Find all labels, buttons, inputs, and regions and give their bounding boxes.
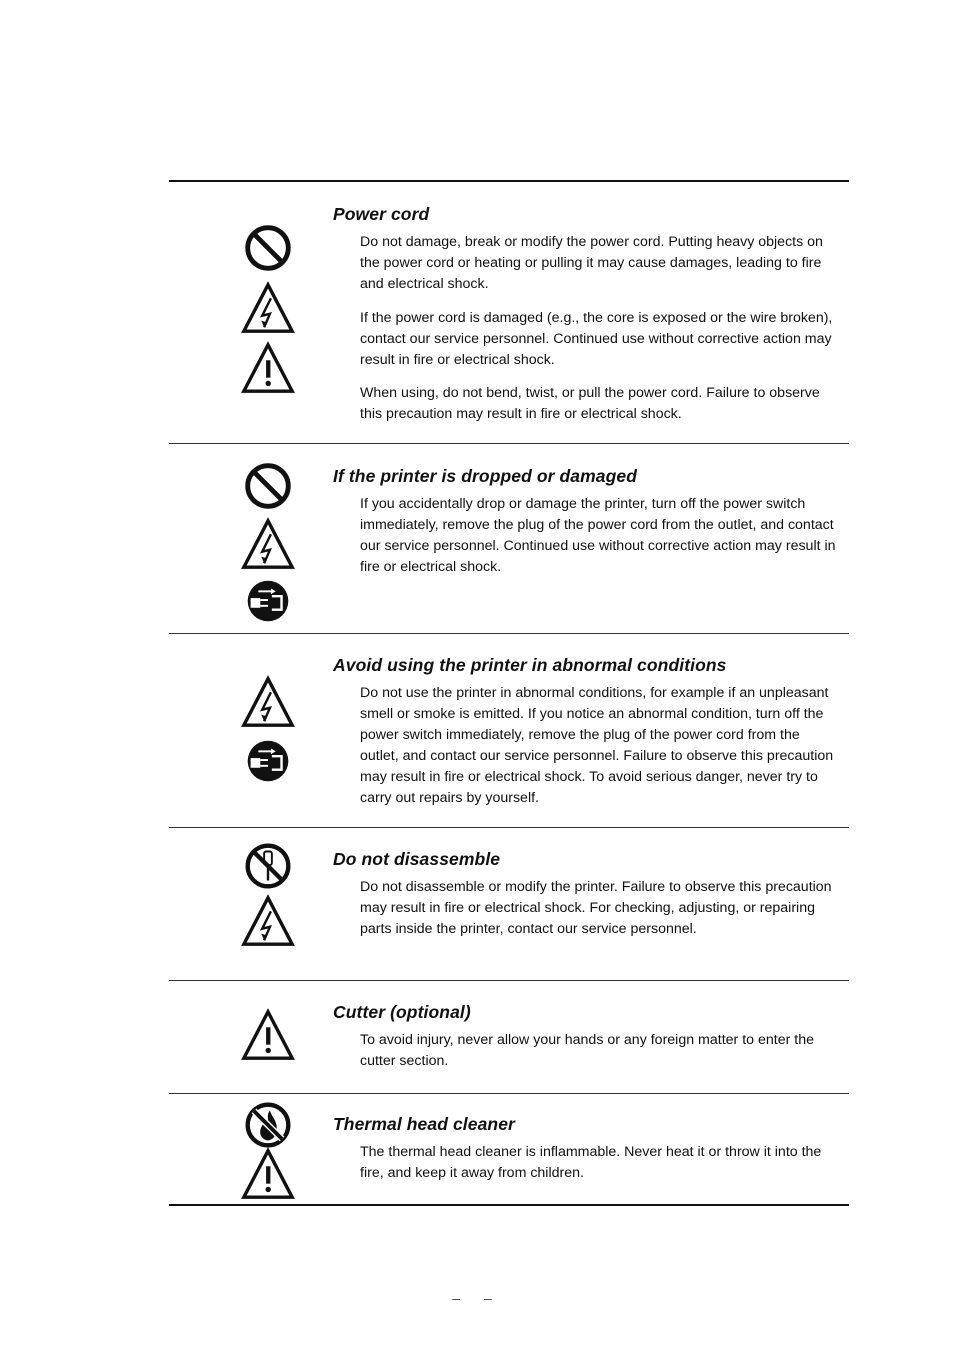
section-thermal-head-cleaner — [169, 1094, 849, 1204]
section-paragraph: Do not damage, break or modify the power cord. Putting heavy objects on the power cord or heating or pulling it may cause damages, leading to fire and electrical shock. — [360, 234, 823, 292]
section-title: Cutter (optional) — [333, 1002, 471, 1022]
electric-shock-icon — [239, 673, 297, 731]
page-number: – – — [452, 1290, 502, 1306]
unplug-icon — [239, 572, 297, 630]
section-title: Do not disassemble — [333, 849, 501, 869]
no-disassembly-icon — [239, 837, 297, 895]
section-title: If the printer is dropped or damaged — [333, 466, 638, 486]
prohibition-icon — [239, 219, 297, 277]
electric-shock-icon — [239, 279, 297, 337]
section-title: Thermal head cleaner — [333, 1114, 515, 1134]
section-title: Avoid using the printer in abnormal conditions — [333, 655, 727, 675]
section-paragraph: The thermal head cleaner is inflammable. Never heat it or throw it into the fire, and keep it away from children. — [360, 1144, 822, 1181]
electric-shock-icon — [239, 515, 297, 573]
section-power-cord — [169, 181, 849, 443]
caution-icon — [239, 339, 297, 397]
caution-icon — [239, 1145, 297, 1203]
section-do-not-disassemble — [169, 828, 849, 980]
section-paragraph: If you accidentally drop or damage the printer, turn off the power switch immediately, remove the plug of the power cord from the outlet, and contact our service personnel. Continued use without corrective action may result in fire or electrical shock. — [360, 496, 836, 575]
section-paragraph: Do not use the printer in abnormal conditions, for example if an unpleasant smell or smoke is emitted. If you notice an abnormal condition, turn off the power switch immediately, remove the plug of the power cord from the outlet, and contact our service personnel. Failure to observe this precaution may result in fire or electrical shock. To avoid serious danger, never try to carry out repairs by yourself. — [360, 685, 834, 806]
section-paragraph: To avoid injury, never allow your hands or any foreign matter to enter the cutter section. — [360, 1032, 814, 1069]
section-dropped-or-damaged — [169, 444, 849, 633]
section-paragraph: When using, do not bend, twist, or pull the power cord. Failure to observe this precaution may result in fire or electrical shock. — [360, 385, 820, 422]
section-cutter — [169, 981, 849, 1093]
electric-shock-icon — [239, 892, 297, 950]
section-paragraph: If the power cord is damaged (e.g., the core is exposed or the wire broken), contact our service personnel. Continued use without corrective action may result in fire or electrical shock. — [360, 310, 833, 368]
caution-icon — [239, 1006, 297, 1064]
section-paragraph: Do not disassemble or modify the printer. Failure to observe this precaution may result in fire or electrical shock. For checking, adjusting, or repairing parts inside the printer, contact our service personnel. — [360, 879, 832, 937]
prohibition-icon — [239, 457, 297, 515]
section-title: Power cord — [333, 204, 430, 224]
unplug-icon — [239, 732, 297, 790]
bottom-rule — [169, 1204, 849, 1206]
section-abnormal-conditions — [169, 634, 849, 827]
